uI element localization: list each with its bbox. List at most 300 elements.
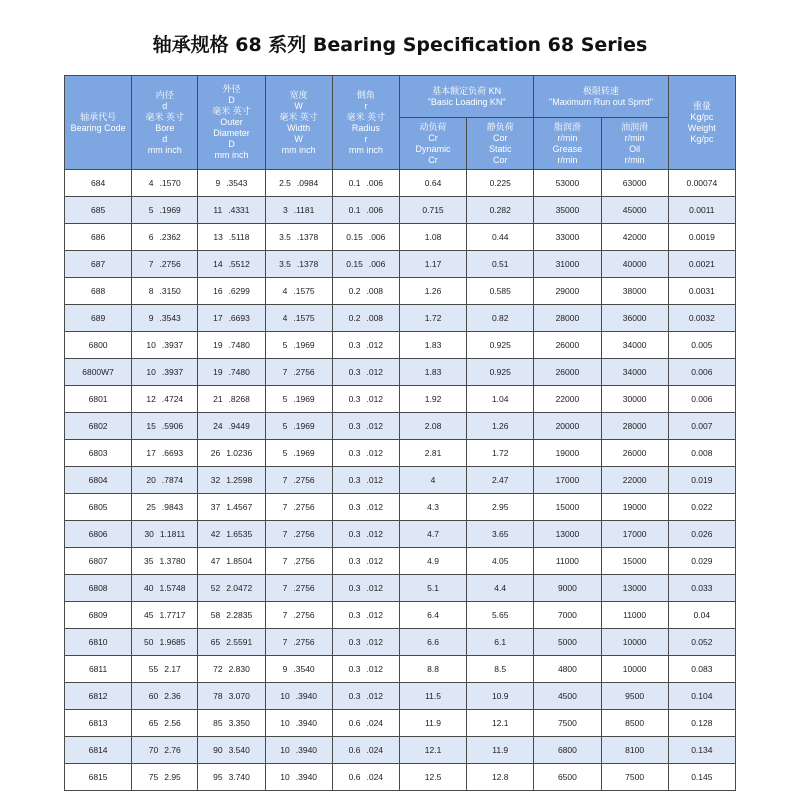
width-cell <box>265 656 332 683</box>
static-load-cell <box>467 305 534 332</box>
bearing-code: 6809 <box>88 610 108 620</box>
grease-speed-cell <box>534 278 601 305</box>
width-mm: 3.5 <box>279 259 291 269</box>
width-mm: 5 <box>282 448 288 458</box>
weight-cell <box>668 413 735 440</box>
outer-diameter-mm: 58 <box>210 610 221 620</box>
header-grease: 脂润滑 r/min Grease r/min <box>534 118 601 170</box>
bore-inch: 1.3780 <box>159 556 186 566</box>
width-inch: .1969 <box>293 421 315 431</box>
static-load: 2.95 <box>491 502 509 512</box>
grease-speed: 6800 <box>557 745 577 755</box>
bearing-code-cell <box>65 467 132 494</box>
oil-speed: 11000 <box>623 610 647 620</box>
outer-diameter-cell <box>198 656 265 683</box>
dynamic-load-cell <box>399 440 466 467</box>
width-cell <box>265 332 332 359</box>
radius-mm: 0.2 <box>348 286 361 296</box>
weight: 0.0011 <box>689 205 715 215</box>
outer-diameter-mm: 14 <box>213 259 223 269</box>
static-load: 1.04 <box>491 394 509 404</box>
width-inch: .1575 <box>293 313 315 323</box>
bore-cell <box>132 386 198 413</box>
weight-cell <box>668 440 735 467</box>
dynamic-load: 2.08 <box>424 421 442 431</box>
radius-inch: .012 <box>366 610 384 620</box>
static-load: 4.4 <box>494 583 507 593</box>
width-mm: 7 <box>282 556 288 566</box>
width-mm: 7 <box>282 367 288 377</box>
weight-cell <box>668 251 735 278</box>
bearing-code: 6812 <box>88 691 108 701</box>
outer-diameter-cell <box>198 683 265 710</box>
dynamic-load: 1.92 <box>424 394 442 404</box>
outer-diameter-mm: 16 <box>213 286 223 296</box>
radius-inch: .006 <box>368 232 386 242</box>
width-cell <box>265 737 332 764</box>
bearing-code: 6800W7 <box>82 367 114 377</box>
oil-speed: 42000 <box>622 232 647 242</box>
table-row <box>65 197 736 224</box>
weight-cell <box>668 197 735 224</box>
width-mm: 7 <box>282 610 288 620</box>
width-inch: .1378 <box>296 259 319 269</box>
grease-speed: 6500 <box>557 772 577 782</box>
weight: 0.007 <box>691 421 713 431</box>
bore-cell <box>132 683 198 710</box>
grease-speed: 29000 <box>555 286 580 296</box>
radius-mm: 0.3 <box>348 421 361 431</box>
outer-diameter-inch: 1.4567 <box>226 502 253 512</box>
dynamic-load: 6.6 <box>427 637 439 647</box>
width-cell <box>265 467 332 494</box>
bore-cell <box>132 521 198 548</box>
radius-cell <box>332 332 399 359</box>
width-inch: .3940 <box>295 691 318 701</box>
dynamic-load-cell <box>399 224 466 251</box>
bearing-code: 6808 <box>88 583 108 593</box>
width-inch: .1969 <box>293 340 315 350</box>
radius-inch: .012 <box>366 637 384 647</box>
oil-speed: 34000 <box>622 340 647 350</box>
oil-speed-cell <box>601 521 668 548</box>
radius-mm: 0.3 <box>348 664 361 674</box>
static-load-cell <box>467 413 534 440</box>
radius-mm: 0.3 <box>348 583 361 593</box>
outer-diameter-mm: 26 <box>210 448 221 458</box>
grease-speed: 26000 <box>555 367 580 377</box>
bearing-code-cell <box>65 170 132 197</box>
outer-diameter-mm: 78 <box>213 691 223 701</box>
grease-speed: 20000 <box>555 421 580 431</box>
radius-inch: .008 <box>366 286 384 296</box>
bore-cell <box>132 602 198 629</box>
radius-inch: .012 <box>366 421 384 431</box>
static-load-cell <box>467 251 534 278</box>
radius-mm: 0.15 <box>346 232 363 242</box>
radius-mm: 0.1 <box>348 178 361 188</box>
table-row <box>65 413 736 440</box>
header-bore: 内径 d 毫米 英寸 Bore d mm inch <box>132 76 198 170</box>
weight: 0.134 <box>691 745 713 755</box>
weight-cell <box>668 548 735 575</box>
radius-cell <box>332 575 399 602</box>
bore-inch: .2362 <box>159 232 181 242</box>
width-cell <box>265 386 332 413</box>
bore-mm: 70 <box>148 745 159 755</box>
dynamic-load: 11.9 <box>425 718 441 728</box>
static-load-cell <box>467 710 534 737</box>
bearing-code-cell <box>65 548 132 575</box>
bearing-code: 6813 <box>88 718 108 728</box>
static-load-cell <box>467 629 534 656</box>
oil-speed-cell <box>601 602 668 629</box>
dynamic-load: 6.4 <box>427 610 439 620</box>
bore-inch: 2.56 <box>164 718 181 728</box>
oil-speed: 9500 <box>625 691 645 701</box>
width-cell <box>265 278 332 305</box>
static-load-cell <box>467 764 534 791</box>
width-mm: 7 <box>282 475 288 485</box>
dynamic-load: 1.26 <box>424 286 442 296</box>
bearing-code-cell <box>65 359 132 386</box>
outer-diameter-inch: .6299 <box>228 286 250 296</box>
oil-speed: 8500 <box>625 718 645 728</box>
bore-mm: 30 <box>144 529 154 539</box>
weight-cell <box>668 386 735 413</box>
grease-speed: 4500 <box>557 691 577 701</box>
oil-speed-cell <box>601 305 668 332</box>
static-load-cell <box>467 683 534 710</box>
static-load: 0.925 <box>489 340 511 350</box>
bearing-code-cell <box>65 602 132 629</box>
bearing-code-cell <box>65 197 132 224</box>
bore-cell <box>132 278 198 305</box>
grease-speed: 22000 <box>555 394 580 404</box>
radius-cell <box>332 386 399 413</box>
weight: 0.019 <box>691 475 713 485</box>
outer-diameter-mm: 32 <box>210 475 221 485</box>
radius-inch: .006 <box>366 205 384 215</box>
bore-mm: 20 <box>146 475 156 485</box>
grease-speed: 31000 <box>555 259 580 269</box>
bore-cell <box>132 170 198 197</box>
oil-speed-cell <box>601 575 668 602</box>
width-cell <box>265 710 332 737</box>
outer-diameter-mm: 9 <box>215 178 221 188</box>
table-row <box>65 359 736 386</box>
radius-mm: 0.3 <box>348 475 361 485</box>
outer-diameter-cell <box>198 386 265 413</box>
grease-speed: 17000 <box>555 475 580 485</box>
outer-diameter-mm: 65 <box>210 637 221 647</box>
radius-cell <box>332 440 399 467</box>
bore-mm: 10 <box>146 367 156 377</box>
oil-speed: 63000 <box>622 178 647 188</box>
outer-diameter-inch: 3.540 <box>228 745 250 755</box>
bore-mm: 7 <box>148 259 154 269</box>
radius-cell <box>332 710 399 737</box>
static-load: 10.9 <box>491 691 509 701</box>
grease-speed-cell <box>534 386 601 413</box>
radius-mm: 0.3 <box>348 556 361 566</box>
bore-cell <box>132 251 198 278</box>
grease-speed-cell <box>534 170 601 197</box>
grease-speed: 28000 <box>555 313 580 323</box>
static-load: 0.44 <box>491 232 509 242</box>
dynamic-load-cell <box>399 737 466 764</box>
weight-cell <box>668 305 735 332</box>
outer-diameter-inch: 1.0236 <box>226 448 253 458</box>
static-load: 1.26 <box>491 421 509 431</box>
outer-diameter-mm: 90 <box>213 745 223 755</box>
table-row <box>65 575 736 602</box>
dynamic-load: 12.1 <box>424 745 442 755</box>
dynamic-load-cell <box>399 602 466 629</box>
weight: 0.033 <box>691 583 713 593</box>
bore-mm: 12 <box>146 394 156 404</box>
outer-diameter-inch: .9449 <box>228 421 250 431</box>
bearing-code: 6800 <box>88 340 108 350</box>
grease-speed-cell <box>534 413 601 440</box>
bore-cell <box>132 737 198 764</box>
dynamic-load-cell <box>399 521 466 548</box>
width-cell <box>265 440 332 467</box>
bore-cell <box>132 413 198 440</box>
weight: 0.029 <box>691 556 713 566</box>
grease-speed-cell <box>534 251 601 278</box>
radius-mm: 0.1 <box>348 205 361 215</box>
bore-cell <box>132 494 198 521</box>
radius-inch: .012 <box>366 367 384 377</box>
grease-speed-cell <box>534 656 601 683</box>
static-load: 11.9 <box>492 745 509 755</box>
bore-inch: 2.95 <box>164 772 181 782</box>
radius-mm: 0.6 <box>348 718 361 728</box>
bearing-code-cell <box>65 683 132 710</box>
radius-inch: .012 <box>366 394 384 404</box>
radius-mm: 0.3 <box>348 340 361 350</box>
width-mm: 10 <box>280 772 290 782</box>
bore-mm: 10 <box>146 340 156 350</box>
static-load-cell <box>467 386 534 413</box>
outer-diameter-cell <box>198 494 265 521</box>
weight: 0.052 <box>691 637 713 647</box>
width-mm: 2.5 <box>279 178 291 188</box>
bearing-code-cell <box>65 494 132 521</box>
table-row <box>65 737 736 764</box>
dynamic-load-cell <box>399 710 466 737</box>
outer-diameter-inch: 3.350 <box>228 718 250 728</box>
page-title: 轴承规格 68 系列 Bearing Specification 68 Series <box>152 34 648 56</box>
oil-speed-cell <box>601 251 668 278</box>
bearing-code-cell <box>65 521 132 548</box>
table-row <box>65 710 736 737</box>
width-cell <box>265 170 332 197</box>
radius-cell <box>332 305 399 332</box>
static-load: 8.5 <box>494 664 507 674</box>
outer-diameter-mm: 47 <box>210 556 221 566</box>
table-row <box>65 683 736 710</box>
radius-cell <box>332 494 399 521</box>
oil-speed: 30000 <box>622 394 647 404</box>
width-cell <box>265 197 332 224</box>
bearing-code-cell <box>65 764 132 791</box>
outer-diameter-cell <box>198 332 265 359</box>
weight: 0.0032 <box>688 313 715 323</box>
bearing-code-cell <box>65 278 132 305</box>
bearing-code: 6811 <box>88 664 108 674</box>
radius-inch: .012 <box>366 475 384 485</box>
header-dynamic: 动负荷 Cr Dynamic Cr <box>399 118 466 170</box>
width-cell <box>265 575 332 602</box>
weight: 0.006 <box>691 394 713 404</box>
table-row <box>65 494 736 521</box>
outer-diameter-inch: 3.070 <box>228 691 250 701</box>
radius-cell <box>332 224 399 251</box>
radius-inch: .012 <box>366 448 384 458</box>
width-cell <box>265 548 332 575</box>
dynamic-load-cell <box>399 197 466 224</box>
bearing-code-cell <box>65 656 132 683</box>
outer-diameter-inch: 2.0472 <box>226 583 253 593</box>
bearing-code-cell <box>65 332 132 359</box>
radius-mm: 0.3 <box>348 529 361 539</box>
static-load: 6.1 <box>494 637 507 647</box>
width-inch: .3540 <box>293 664 315 674</box>
grease-speed: 26000 <box>555 340 580 350</box>
radius-inch: .012 <box>366 664 384 674</box>
dynamic-load-cell <box>399 494 466 521</box>
outer-diameter-mm: 72 <box>213 664 223 674</box>
outer-diameter-cell <box>198 170 265 197</box>
outer-diameter-mm: 17 <box>213 313 223 323</box>
width-inch: .2756 <box>293 556 315 566</box>
table-row <box>65 656 736 683</box>
width-inch: .1575 <box>293 286 315 296</box>
grease-speed: 35000 <box>555 205 580 215</box>
static-load-cell <box>467 359 534 386</box>
bearing-code-cell <box>65 251 132 278</box>
radius-cell <box>332 359 399 386</box>
outer-diameter-inch: .4331 <box>228 205 250 215</box>
radius-mm: 0.6 <box>348 745 361 755</box>
bearing-code: 686 <box>91 232 106 242</box>
dynamic-load-cell <box>399 656 466 683</box>
oil-speed: 13000 <box>622 583 647 593</box>
dynamic-load: 4.7 <box>427 529 439 539</box>
weight-cell <box>668 629 735 656</box>
grease-speed: 11000 <box>555 556 579 566</box>
width-inch: .3940 <box>295 718 318 728</box>
weight-cell <box>668 656 735 683</box>
bore-cell <box>132 467 198 494</box>
spec-table <box>64 75 736 791</box>
outer-diameter-cell <box>198 467 265 494</box>
grease-speed: 5000 <box>557 637 577 647</box>
bore-inch: 2.17 <box>164 664 181 674</box>
dynamic-load-cell <box>399 386 466 413</box>
static-load-cell <box>467 467 534 494</box>
grease-speed-cell <box>534 521 601 548</box>
bore-mm: 4 <box>148 178 154 188</box>
bore-mm: 60 <box>148 691 159 701</box>
width-mm: 7 <box>282 637 288 647</box>
oil-speed-cell <box>601 332 668 359</box>
weight: 0.04 <box>693 610 711 620</box>
radius-inch: .024 <box>366 745 384 755</box>
bore-inch: 2.76 <box>164 745 181 755</box>
width-mm: 7 <box>282 502 288 512</box>
bore-inch: 1.5748 <box>159 583 186 593</box>
dynamic-load-cell <box>399 548 466 575</box>
oil-speed: 40000 <box>622 259 647 269</box>
weight: 0.0031 <box>688 286 715 296</box>
radius-mm: 0.15 <box>346 259 363 269</box>
static-load-cell <box>467 278 534 305</box>
dynamic-load: 4.3 <box>427 502 439 512</box>
outer-diameter-cell <box>198 278 265 305</box>
bore-mm: 9 <box>148 313 154 323</box>
outer-diameter-cell <box>198 710 265 737</box>
static-load-cell <box>467 440 534 467</box>
width-mm: 7 <box>282 583 288 593</box>
outer-diameter-mm: 52 <box>210 583 221 593</box>
weight: 0.128 <box>691 718 713 728</box>
static-load-cell <box>467 224 534 251</box>
dynamic-load-cell <box>399 251 466 278</box>
oil-speed: 10000 <box>622 637 647 647</box>
header-weight: 重量 Kg/pc Weight Kg/pc <box>668 76 735 170</box>
bore-cell <box>132 197 198 224</box>
grease-speed-cell <box>534 602 601 629</box>
oil-speed-cell <box>601 683 668 710</box>
bearing-code-cell <box>65 305 132 332</box>
outer-diameter-cell <box>198 440 265 467</box>
grease-speed: 19000 <box>555 448 580 458</box>
outer-diameter-mm: 42 <box>210 529 221 539</box>
dynamic-load: 5.1 <box>427 583 439 593</box>
weight: 0.022 <box>691 502 713 512</box>
outer-diameter-cell <box>198 548 265 575</box>
static-load-cell <box>467 494 534 521</box>
table-row <box>65 305 736 332</box>
bore-inch: .3937 <box>161 340 184 350</box>
width-inch: .2756 <box>293 637 315 647</box>
static-load-cell <box>467 737 534 764</box>
oil-speed: 36000 <box>622 313 647 323</box>
table-row <box>65 386 736 413</box>
radius-inch: .008 <box>366 313 384 323</box>
oil-speed-cell <box>601 710 668 737</box>
width-cell <box>265 602 332 629</box>
bore-inch: .9843 <box>161 502 184 512</box>
width-mm: 5 <box>282 394 288 404</box>
bearing-code-cell <box>65 575 132 602</box>
width-inch: .1181 <box>293 205 315 215</box>
width-inch: .2756 <box>293 502 315 512</box>
bearing-code-cell <box>65 386 132 413</box>
table-row <box>65 251 736 278</box>
oil-speed-cell <box>601 548 668 575</box>
weight-cell <box>668 224 735 251</box>
width-cell <box>265 251 332 278</box>
bore-cell <box>132 359 198 386</box>
static-load: 1.72 <box>491 448 509 458</box>
width-mm: 4 <box>282 286 288 296</box>
width-cell <box>265 683 332 710</box>
bore-mm: 65 <box>148 718 159 728</box>
